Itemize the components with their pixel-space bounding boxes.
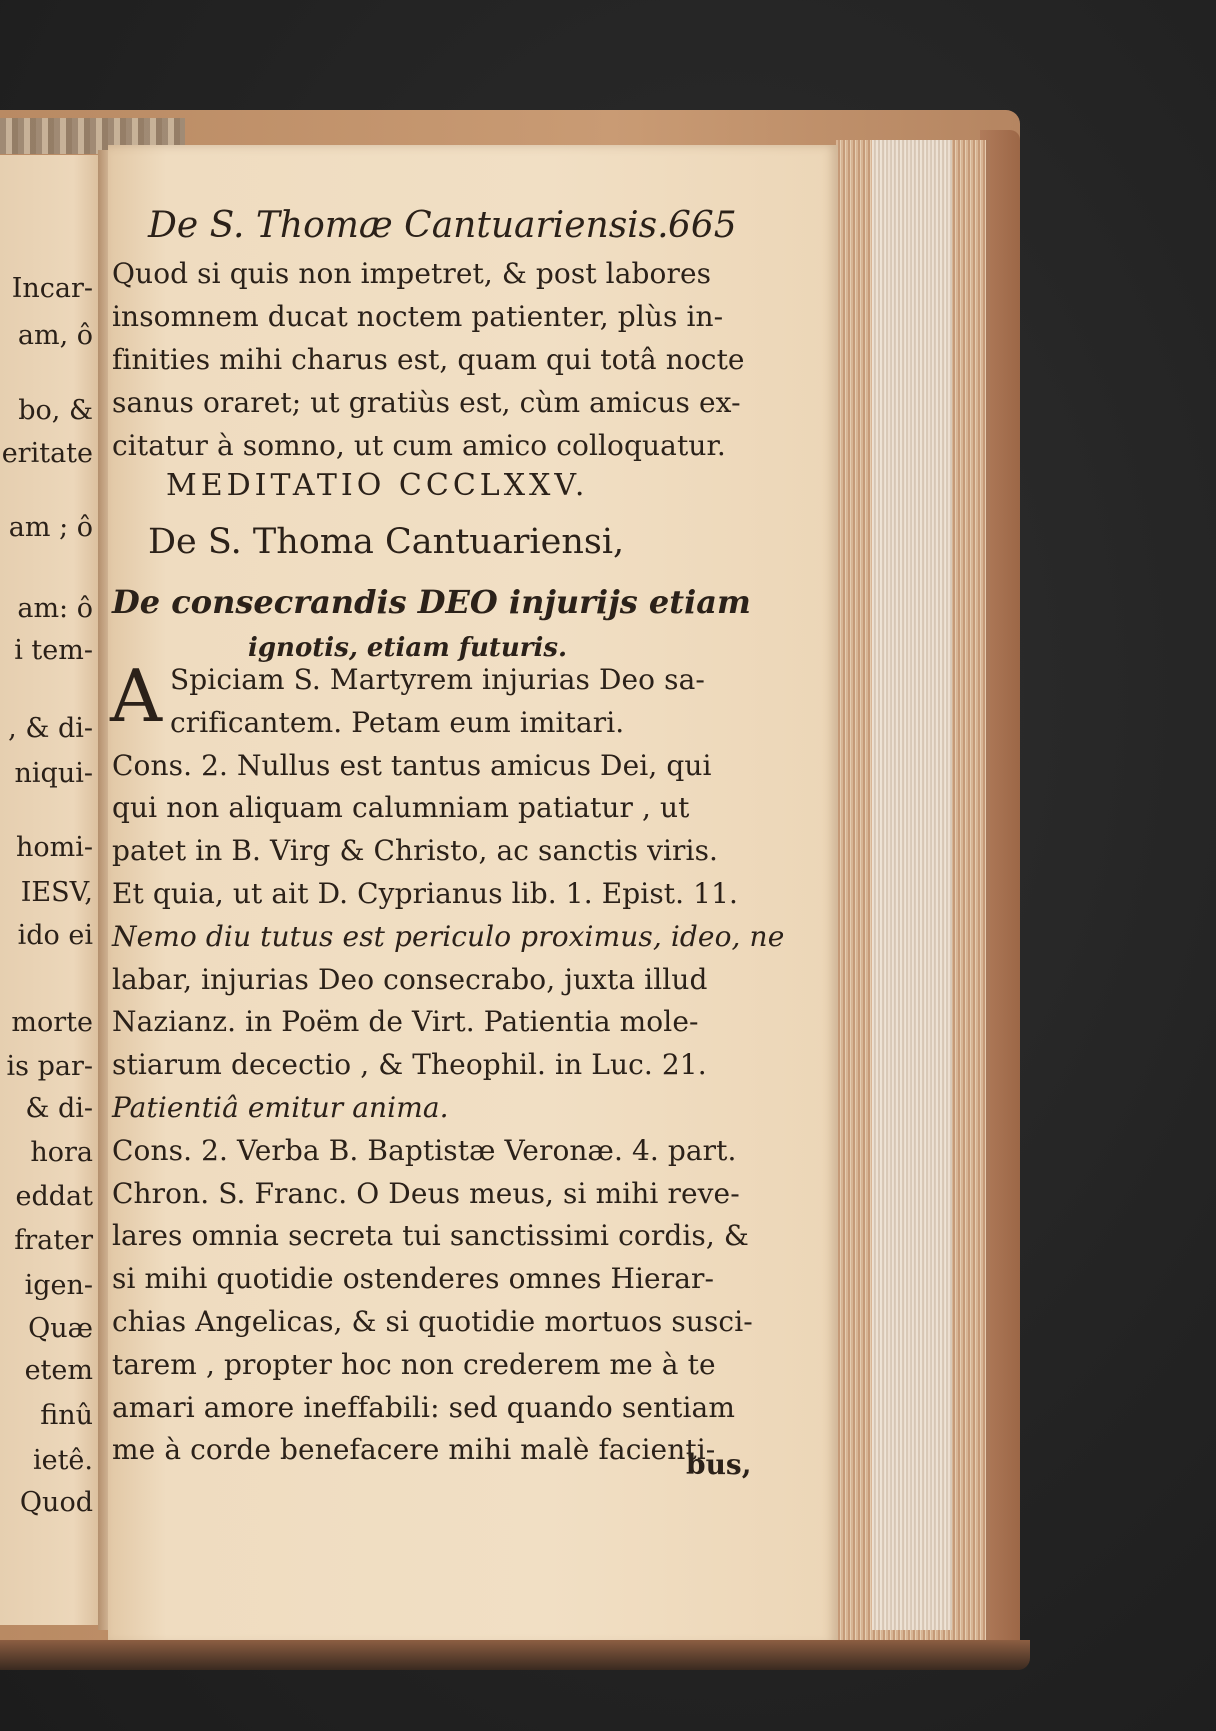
left-page-line: bo, & bbox=[18, 395, 93, 426]
text-line: stiarum decectio , & Theophil. in Luc. 21. bbox=[112, 1048, 707, 1082]
left-page-line: eritate bbox=[1, 438, 93, 469]
text-line: si mihi quotidie ostenderes omnes Hierar- bbox=[112, 1262, 715, 1296]
catchword: bus, bbox=[686, 1448, 752, 1481]
text-line: Spiciam S. Martyrem injurias Deo sa- bbox=[170, 663, 705, 696]
left-page-line: homi- bbox=[15, 832, 93, 863]
text-line: insomnem ducat noctem patienter, plùs in- bbox=[112, 300, 724, 333]
left-page-line: hora bbox=[30, 1137, 93, 1168]
meditatio-title: MEDITATIO CCCLXXV. bbox=[166, 468, 589, 503]
text-line: Cons. 2. Nullus est tantus amicus Dei, qui bbox=[112, 748, 712, 782]
left-page-line: is par- bbox=[6, 1051, 93, 1082]
left-page-line: am, ô bbox=[17, 320, 93, 351]
left-page-line: i tem- bbox=[14, 635, 93, 666]
left-page-line: igen- bbox=[24, 1270, 93, 1301]
text-line: Quod si quis non impetret, & post labores bbox=[112, 257, 712, 290]
left-page-line: finû bbox=[40, 1400, 93, 1431]
text-line: Cons. 2. Verba B. Baptistæ Veronæ. 4. part. bbox=[112, 1133, 737, 1167]
text-line: patet in B. Virg & Christo, ac sanctis viris. bbox=[112, 834, 719, 868]
text-line: sanus oraret; ut gratiùs est, cùm amicus ex- bbox=[112, 386, 741, 419]
left-page-line: Quod bbox=[19, 1487, 93, 1518]
left-page-line: IESV, bbox=[20, 877, 93, 908]
left-page-line: niqui- bbox=[14, 758, 93, 789]
running-head: De S. Thomæ Cantuariensis. bbox=[148, 205, 669, 246]
text-line: chias Angelicas, & si quotidie mortuos susci- bbox=[112, 1305, 753, 1338]
text-line: amari amore ineffabili: sed quando sentiam bbox=[112, 1390, 735, 1424]
italic-heading-line-1: De consecrandis DEO injurijs etiam bbox=[112, 583, 751, 621]
left-page-line: Quæ bbox=[28, 1313, 93, 1344]
meditatio-subtitle: De S. Thoma Cantuariensi, bbox=[148, 522, 625, 562]
text-line: Nemo diu tutus est periculo proximus, ideo, ne bbox=[112, 919, 785, 953]
text-line: qui non aliquam calumniam patiatur , ut bbox=[112, 791, 690, 825]
left-page-line: am: ô bbox=[17, 593, 93, 624]
left-page-line: am ; ô bbox=[8, 512, 93, 543]
text-line: Chron. S. Franc. O Deus meus, si mihi reve- bbox=[112, 1176, 740, 1210]
left-page-line: & di- bbox=[25, 1093, 93, 1124]
text-line: citatur à somno, ut cum amico colloquatur. bbox=[112, 429, 726, 462]
left-page-line: ietê. bbox=[32, 1445, 93, 1476]
left-page-line: etem bbox=[24, 1355, 93, 1386]
left-page-line: ido ei bbox=[17, 920, 93, 951]
text-line: lares omnia secreta tui sanctissimi cordis, & bbox=[112, 1219, 749, 1253]
left-page-line: , & di- bbox=[8, 713, 93, 744]
left-page-line: morte bbox=[11, 1007, 93, 1038]
text-line: finities mihi charus est, quam qui totâ nocte bbox=[112, 343, 745, 376]
text-line: tarem , propter hoc non crederem me à te bbox=[112, 1347, 716, 1381]
text-line: Nazianz. in Poëm de Virt. Patientia mole- bbox=[112, 1005, 699, 1039]
text-line: Patientiâ emitur anima. bbox=[112, 1091, 449, 1124]
page-number: 665 bbox=[668, 205, 737, 246]
italic-heading-line-2: ignotis, etiam futuris. bbox=[248, 633, 568, 663]
left-page-line: frater bbox=[14, 1225, 93, 1256]
text-line: crificantem. Petam eum imitari. bbox=[170, 705, 625, 739]
drop-cap: A bbox=[110, 654, 162, 738]
left-page-line: eddat bbox=[15, 1181, 93, 1212]
text-line: me à corde benefacere mihi malè facienti- bbox=[112, 1433, 716, 1467]
left-page-line: Incar- bbox=[11, 273, 93, 304]
text-line: Et quia, ut ait D. Cyprianus lib. 1. Epist. 11. bbox=[112, 877, 738, 910]
text-line: labar, injurias Deo consecrabo, juxta illud bbox=[112, 962, 708, 996]
